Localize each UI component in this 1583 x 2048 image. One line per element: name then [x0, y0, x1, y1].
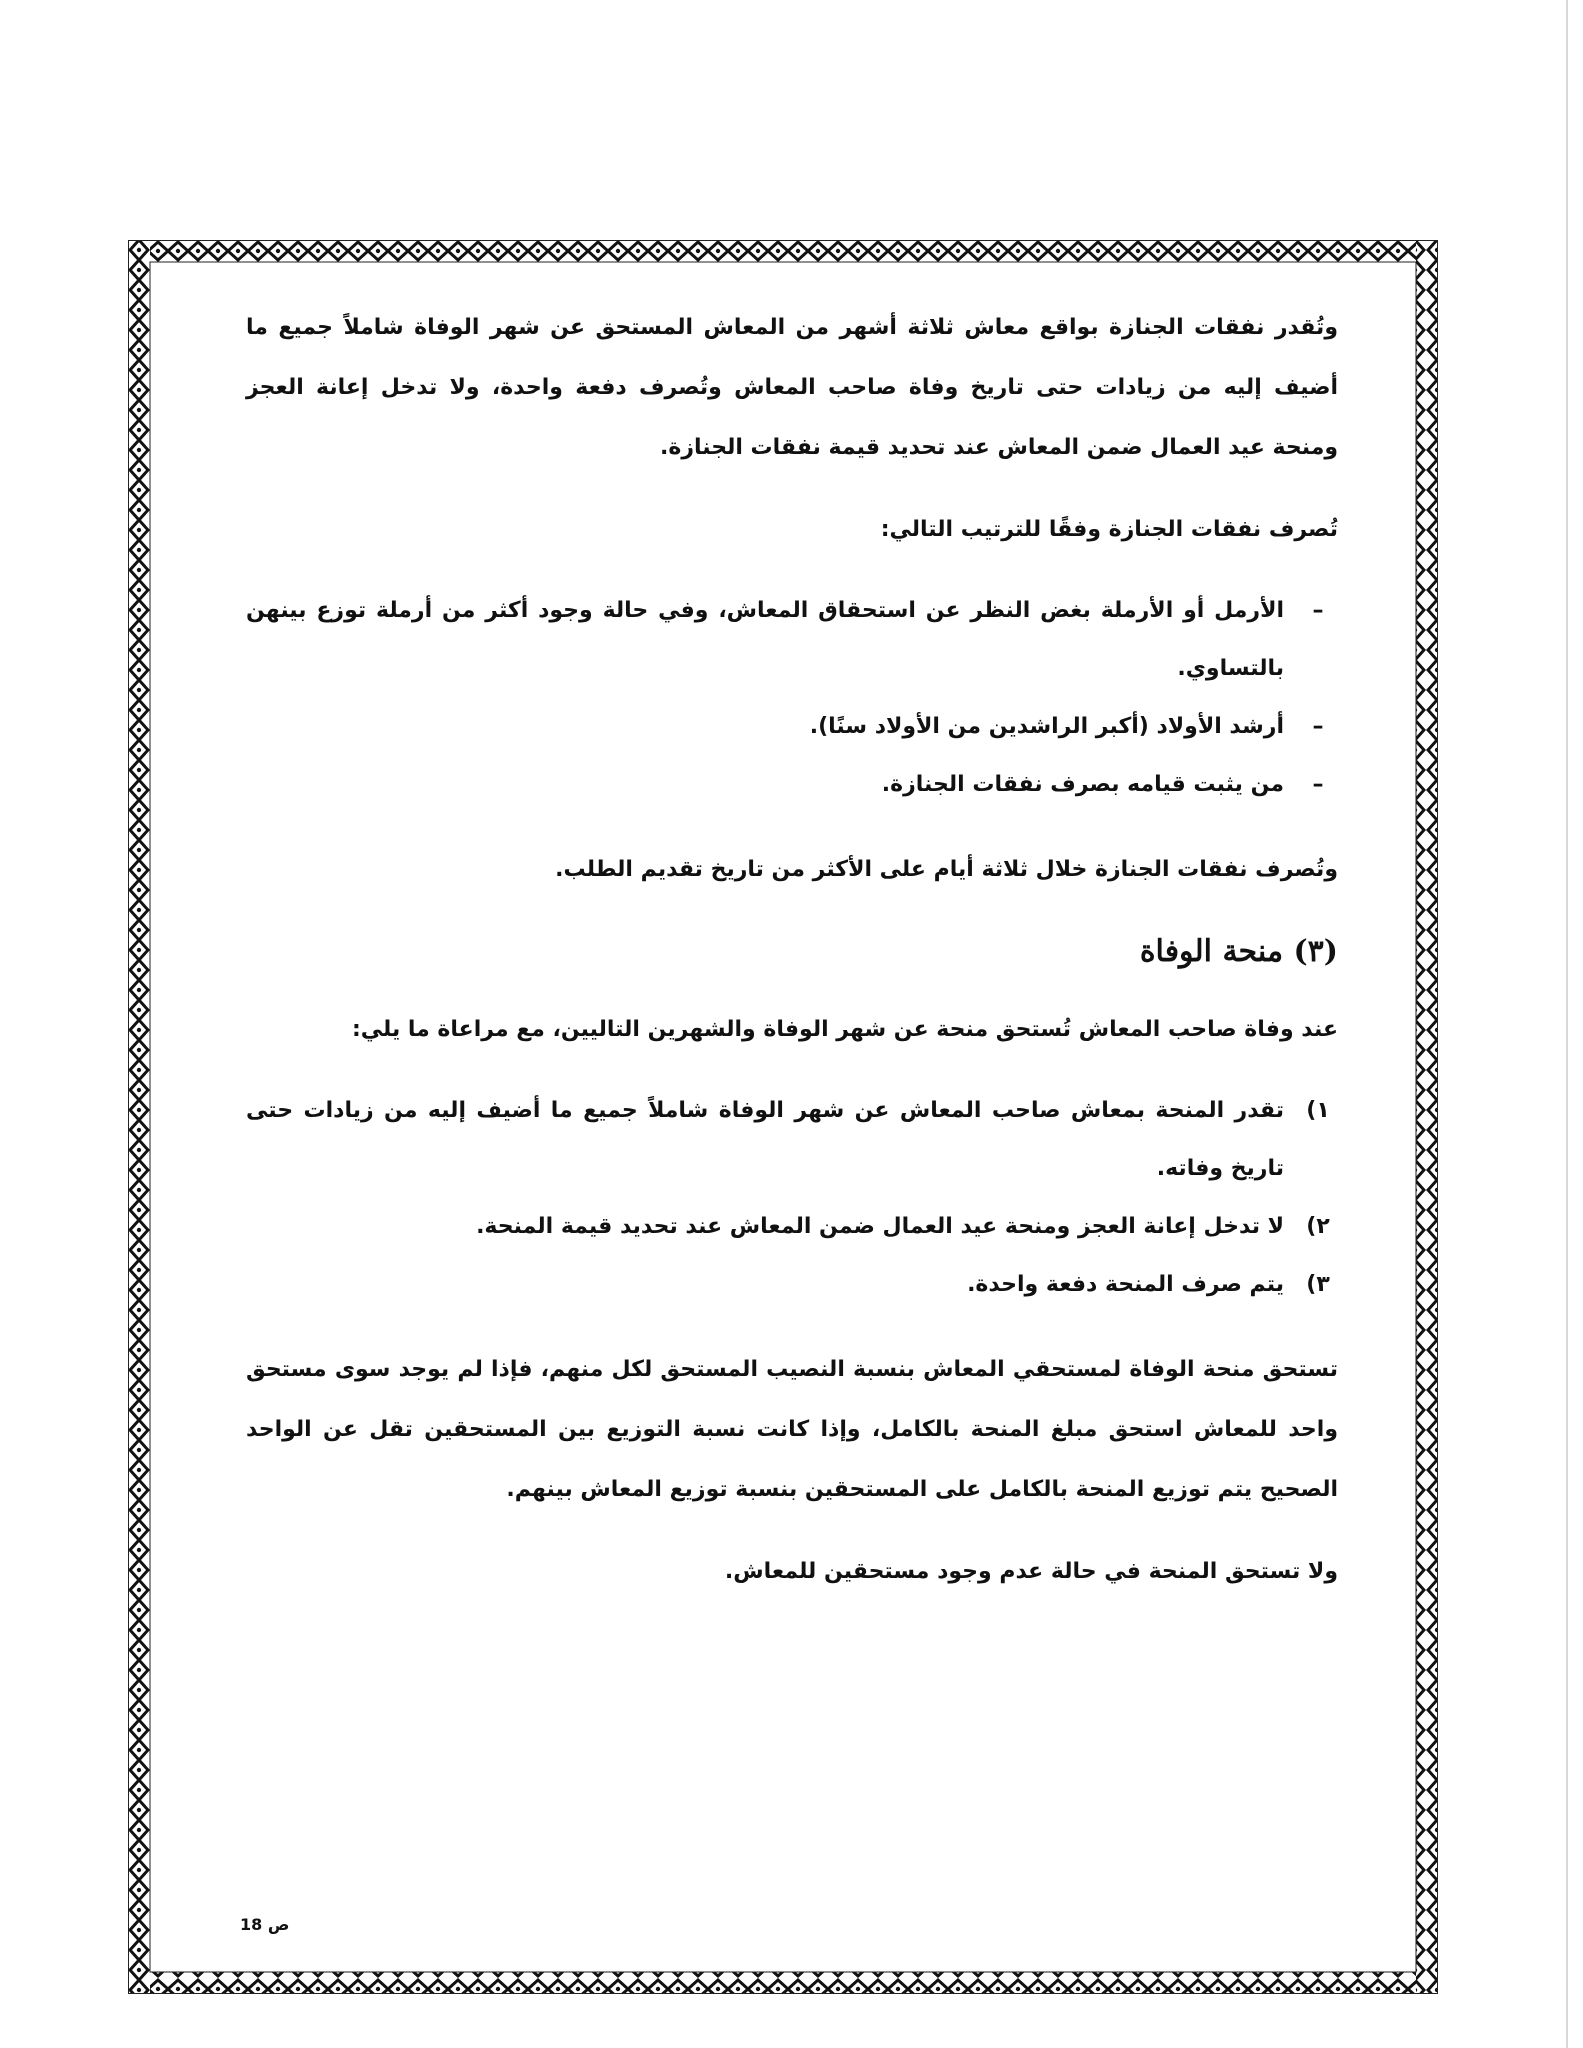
funeral-timing-paragraph: وتُصرف نفقات الجنازة خلال ثلاثة أيام على الأكثر من تاريخ تقديم الطلب.	[555, 857, 1338, 882]
decorative-frame	[128, 240, 1438, 1994]
list-item	[246, 1082, 1338, 1198]
dash-marker: –	[1312, 714, 1324, 739]
list-item-text: الأرمل أو الأرملة بغض النظر عن استحقاق المعاش، وفي حالة وجود أكثر من أرملة توزع بينهن بالتساوي.	[246, 598, 1284, 681]
dash-marker: –	[1312, 598, 1324, 623]
list-item-text: يتم صرف المنحة دفعة واحدة.	[967, 1272, 1284, 1297]
number-marker: ٣)	[1306, 1272, 1330, 1297]
list-item	[246, 1256, 1338, 1314]
list-item	[246, 582, 1338, 698]
section-heading-death-grant: (٣) منحة الوفاة	[1139, 934, 1338, 969]
spacer	[246, 1314, 1338, 1340]
page-edge-line	[1566, 0, 1568, 2048]
funeral-expenses-paragraph: وتُقدر نفقات الجنازة بواقع معاش ثلاثة أشهر من المعاش المستحق عن شهر الوفاة شاملاً جميع ما أضيف إليه من زيادات حتى تاريخ وفاة صاحب المعاش وتُصرف دفعة واحدة، ولا تدخل إعانة العجز ومنحة عيد العمال ضمن المعاش عند تحديد قيمة نفقات الجنازة.	[246, 315, 1338, 460]
grant-distribution-paragraph: تستحق منحة الوفاة لمستحقي المعاش بنسبة النصيب المستحق لكل منهم، فإذا لم يوجد سوى مستحق واحد للمعاش استحق مبلغ المنحة بالكامل، وإذا كانت نسبة التوزيع بين المستحقين تقل عن الواحد الصحيح يتم توزيع المنحة بالكامل على المستحقين بنسبة توزيع المعاش بينهم.	[246, 1357, 1338, 1502]
funeral-order-intro: تُصرف نفقات الجنازة وفقًا للترتيب التالي:	[880, 517, 1338, 542]
grant-intro-paragraph: عند وفاة صاحب المعاش تُستحق منحة عن شهر الوفاة والشهرين التاليين، مع مراعاة ما يلي:	[351, 1017, 1338, 1042]
funeral-order-list	[246, 582, 1338, 814]
page-number: ص 18	[240, 1915, 290, 1934]
number-marker: ٢)	[1306, 1214, 1330, 1239]
list-item	[246, 1198, 1338, 1256]
page-content	[246, 298, 1338, 1602]
grant-rules-list	[246, 1082, 1338, 1314]
spacer	[246, 814, 1338, 840]
list-item-text: من يثبت قيامه بصرف نفقات الجنازة.	[881, 772, 1284, 797]
grant-none-paragraph: ولا تستحق المنحة في حالة عدم وجود مستحقين للمعاش.	[724, 1559, 1338, 1584]
dash-marker: –	[1312, 772, 1324, 797]
list-item-text: تقدر المنحة بمعاش صاحب المعاش عن شهر الوفاة شاملاً جميع ما أضيف إليه من زيادات حتى تاريخ وفاته.	[246, 1098, 1284, 1181]
list-item	[246, 698, 1338, 756]
list-item-text: أرشد الأولاد (أكبر الراشدين من الأولاد سنًا).	[809, 714, 1284, 739]
list-item-text: لا تدخل إعانة العجز ومنحة عيد العمال ضمن المعاش عند تحديد قيمة المنحة.	[476, 1214, 1284, 1239]
list-item	[246, 756, 1338, 814]
number-marker: ١)	[1306, 1098, 1330, 1123]
